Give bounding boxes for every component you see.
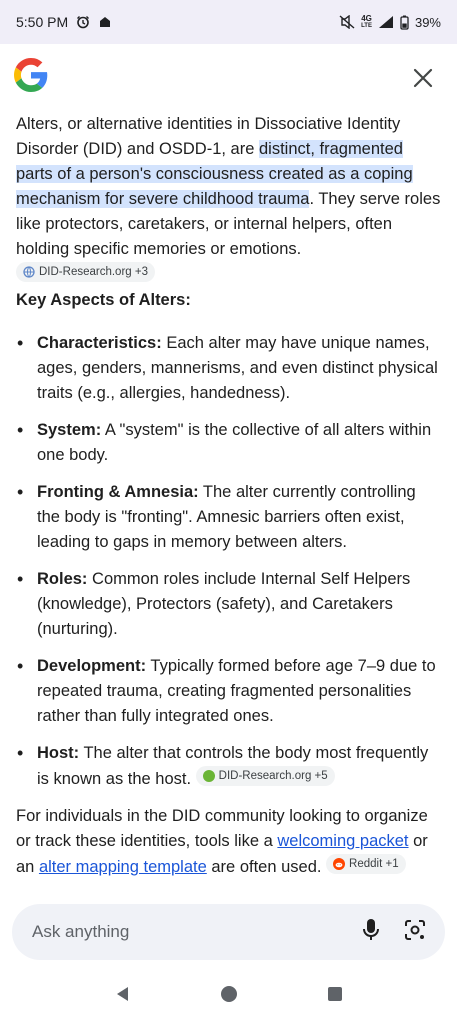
top-bar <box>0 44 457 108</box>
aspect-text: Each alter may have unique names, ages, genders, mannerisms, and even distinct physical traits (e.g., allergies, handedness). <box>37 334 438 402</box>
google-logo <box>14 58 48 97</box>
aspect-text: A "system" is the collective of all alters within one body. <box>37 421 432 464</box>
reddit-icon <box>333 858 345 870</box>
mute-icon <box>339 15 355 29</box>
close-icon <box>411 66 435 90</box>
alarm-icon <box>76 15 90 29</box>
close-button[interactable] <box>411 66 435 90</box>
source-chip-label: Reddit +1 <box>349 858 399 870</box>
network-label: 4G <box>361 14 372 23</box>
home-icon[interactable] <box>220 985 238 1008</box>
intro-text-end: . They serve roles like protectors, caretakers, or internal helpers, often holding specific memories or emotions. <box>16 190 441 258</box>
aspect-term: Roles: <box>37 570 88 588</box>
alter-mapping-template-link[interactable]: alter mapping template <box>38 858 207 876</box>
status-bar <box>0 0 457 44</box>
intro-highlight: distinct, fragmented parts of a person's consciousness created as a coping mechanism for severe childhood trauma <box>16 140 413 208</box>
battery-percent: 39% <box>414 14 441 30</box>
list-item <box>16 331 441 406</box>
section-heading: Key Aspects of Alters: <box>16 291 191 309</box>
list-item <box>16 480 441 555</box>
ask-bar[interactable] <box>12 904 445 960</box>
status-left <box>16 14 112 30</box>
list-item <box>16 654 441 729</box>
aspect-text: Common roles include Internal Self Helpers (knowledge), Protectors (safety), and Caretakers (nurturing). <box>37 570 411 638</box>
aspect-term: Characteristics: <box>37 334 162 352</box>
list-item <box>16 741 441 792</box>
ask-actions <box>361 918 427 947</box>
aspects-list <box>16 331 441 792</box>
status-right <box>339 15 441 30</box>
intro-text-start: Alters, or alternative identities in Dissociative Identity Disorder (DID) and OSDD-1, are <box>16 115 401 158</box>
closing-text-start: For individuals in the DID community looking to organize or track these identities, tools like a <box>16 807 428 850</box>
network-sublabel: LTE <box>361 23 372 29</box>
globe-icon <box>23 266 35 278</box>
microphone-icon[interactable] <box>361 918 381 947</box>
answer-intro <box>16 112 441 288</box>
aspect-text: The alter currently controlling the body is "fronting". Amnesic barriers often exist, leading to gaps in memory between alters. <box>37 483 416 551</box>
ai-answer <box>16 112 441 880</box>
ask-input[interactable]: Ask anything <box>32 922 130 941</box>
notification-icon <box>98 15 112 29</box>
aspect-text: The alter that controls the body most frequently is known as the host. <box>37 744 429 788</box>
source-chip-label: DID-Research.org +5 <box>218 770 328 782</box>
clock-time: 5:50 PM <box>16 14 69 30</box>
aspect-term: Host: <box>37 744 80 762</box>
system-nav-bar <box>0 970 457 1023</box>
closing-text-end: are often used. <box>206 858 327 876</box>
site-favicon-icon <box>203 770 215 782</box>
source-chip[interactable] <box>196 766 335 786</box>
source-chip[interactable] <box>16 262 155 282</box>
signal-icon <box>378 15 394 29</box>
recents-icon[interactable] <box>327 986 343 1007</box>
aspect-term: System: <box>37 421 102 439</box>
answer-closing <box>16 804 441 880</box>
list-item <box>16 418 441 468</box>
aspect-term: Fronting & Amnesia: <box>37 483 199 501</box>
lens-icon[interactable] <box>403 918 427 947</box>
aspect-text: Typically formed before age 7–9 due to repeated trauma, creating fragmented personalities rather than fully integrated ones. <box>37 657 436 725</box>
back-icon[interactable] <box>114 985 132 1008</box>
list-item <box>16 567 441 642</box>
closing-text-mid: or an <box>16 832 428 876</box>
network-type <box>361 15 372 29</box>
battery-icon <box>400 15 409 30</box>
aspect-term: Development: <box>37 657 147 675</box>
source-chip-label: DID-Research.org +3 <box>39 266 148 278</box>
welcoming-packet-link[interactable]: welcoming packet <box>277 832 409 850</box>
source-chip[interactable] <box>326 854 406 874</box>
